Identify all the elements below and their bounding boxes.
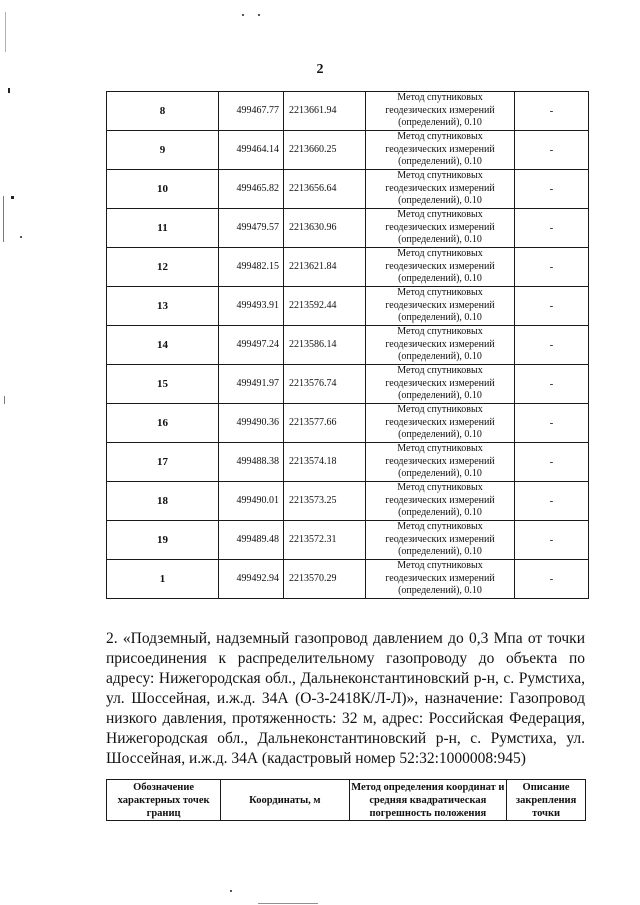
fixing-description: -	[515, 443, 589, 482]
method-cell: Метод спутниковых геодезических измерений (определений), 0.10	[366, 326, 515, 365]
coordinate-y: 2213592.44	[284, 287, 366, 326]
method-cell: Метод спутниковых геодезических измерений (определений), 0.10	[366, 365, 515, 404]
table-row	[107, 404, 589, 443]
coordinate-x: 499465.82	[219, 170, 284, 209]
point-number: 11	[107, 209, 219, 248]
table-row	[107, 209, 589, 248]
method-cell: Метод спутниковых геодезических измерений (определений), 0.10	[366, 248, 515, 287]
header-coordinates: Координаты, м	[221, 780, 349, 821]
fixing-description: -	[515, 365, 589, 404]
point-number: 14	[107, 326, 219, 365]
method-cell: Метод спутниковых геодезических измерений (определений), 0.10	[366, 521, 515, 560]
table-header-row	[107, 780, 586, 821]
point-number: 17	[107, 443, 219, 482]
coordinate-x: 499482.15	[219, 248, 284, 287]
section-2-description: 2. «Подземный, надземный газопровод давлением до 0,3 Мпа от точки присоединения к распределительному газопроводу до объекта по адресу: Нижегородская обл., Дальнеконстантиновский р-н, с. Румстиха, ул. Шоссейная, и.ж.д. 34А (О-3-2418К/Л-Л)», назначение: Газопровод низкого давления, протяженность: 32 м, адрес: Российская Федерация, Нижегородская обл., Дальнеконстантиновский р-н, с. Румстиха, ул. Шоссейная, и.ж.д. 34А (кадастровый номер 52:32:1000008:945)	[106, 630, 585, 767]
fixing-description: -	[515, 482, 589, 521]
method-cell: Метод спутниковых геодезических измерений (определений), 0.10	[366, 482, 515, 521]
scan-artifact	[5, 12, 6, 52]
scan-artifact	[20, 236, 22, 238]
method-cell: Метод спутниковых геодезических измерений (определений), 0.10	[366, 404, 515, 443]
fixing-description: -	[515, 248, 589, 287]
coordinate-y: 2213621.84	[284, 248, 366, 287]
point-number: 10	[107, 170, 219, 209]
method-cell: Метод спутниковых геодезических измерений (определений), 0.10	[366, 560, 515, 599]
table-row	[107, 287, 589, 326]
table-row	[107, 326, 589, 365]
coordinate-y: 2213574.18	[284, 443, 366, 482]
fixing-description: -	[515, 92, 589, 131]
table-row	[107, 92, 589, 131]
coordinates-table-2-header	[106, 779, 586, 821]
point-number: 8	[107, 92, 219, 131]
scan-artifact	[230, 890, 232, 892]
scan-artifact	[11, 196, 14, 199]
page-number: 2	[316, 62, 324, 77]
coordinate-y: 2213577.66	[284, 404, 366, 443]
fixing-description: -	[515, 287, 589, 326]
table-row	[107, 560, 589, 599]
coordinate-x: 499490.01	[219, 482, 284, 521]
scan-artifact	[258, 14, 260, 16]
fixing-description: -	[515, 209, 589, 248]
fixing-description: -	[515, 131, 589, 170]
coordinate-x: 499491.97	[219, 365, 284, 404]
method-cell: Метод спутниковых геодезических измерений (определений), 0.10	[366, 92, 515, 131]
coordinate-y: 2213630.96	[284, 209, 366, 248]
header-point-designation: Обозначение характерных точек границ	[107, 780, 221, 821]
table-row	[107, 131, 589, 170]
scan-artifact	[242, 14, 244, 16]
fixing-description: -	[515, 404, 589, 443]
coordinate-y: 2213570.29	[284, 560, 366, 599]
coordinate-x: 499489.48	[219, 521, 284, 560]
method-cell: Метод спутниковых геодезических измерений (определений), 0.10	[366, 170, 515, 209]
point-number: 15	[107, 365, 219, 404]
table-row	[107, 365, 589, 404]
method-cell: Метод спутниковых геодезических измерений (определений), 0.10	[366, 131, 515, 170]
scan-artifact	[258, 903, 318, 904]
scan-artifact	[8, 88, 10, 93]
header-method: Метод определения координат и средняя квадратическая погрешность положения	[349, 780, 507, 821]
method-cell: Метод спутниковых геодезических измерений (определений), 0.10	[366, 443, 515, 482]
fixing-description: -	[515, 170, 589, 209]
table-row	[107, 521, 589, 560]
point-number: 9	[107, 131, 219, 170]
coordinate-x: 499492.94	[219, 560, 284, 599]
header-description: Описание закрепления точки	[507, 780, 586, 821]
scan-artifact	[3, 196, 4, 242]
table-row	[107, 482, 589, 521]
coordinate-y: 2213660.25	[284, 131, 366, 170]
point-number: 13	[107, 287, 219, 326]
point-number: 1	[107, 560, 219, 599]
coordinate-y: 2213572.31	[284, 521, 366, 560]
point-number: 16	[107, 404, 219, 443]
coordinate-x: 499493.91	[219, 287, 284, 326]
table-row	[107, 443, 589, 482]
fixing-description: -	[515, 326, 589, 365]
scan-artifact	[4, 396, 5, 404]
point-number: 18	[107, 482, 219, 521]
coordinate-x: 499497.24	[219, 326, 284, 365]
table-row	[107, 170, 589, 209]
coordinate-y: 2213656.64	[284, 170, 366, 209]
method-cell: Метод спутниковых геодезических измерений (определений), 0.10	[366, 209, 515, 248]
point-number: 12	[107, 248, 219, 287]
coordinate-x: 499490.36	[219, 404, 284, 443]
coordinate-x: 499464.14	[219, 131, 284, 170]
point-number: 19	[107, 521, 219, 560]
fixing-description: -	[515, 521, 589, 560]
coordinate-x: 499467.77	[219, 92, 284, 131]
coordinate-x: 499479.57	[219, 209, 284, 248]
coordinates-table	[106, 91, 589, 599]
table-row	[107, 248, 589, 287]
coordinate-x: 499488.38	[219, 443, 284, 482]
coordinate-y: 2213586.14	[284, 326, 366, 365]
fixing-description: -	[515, 560, 589, 599]
coordinate-y: 2213576.74	[284, 365, 366, 404]
method-cell: Метод спутниковых геодезических измерений (определений), 0.10	[366, 287, 515, 326]
coordinate-y: 2213573.25	[284, 482, 366, 521]
coordinate-y: 2213661.94	[284, 92, 366, 131]
